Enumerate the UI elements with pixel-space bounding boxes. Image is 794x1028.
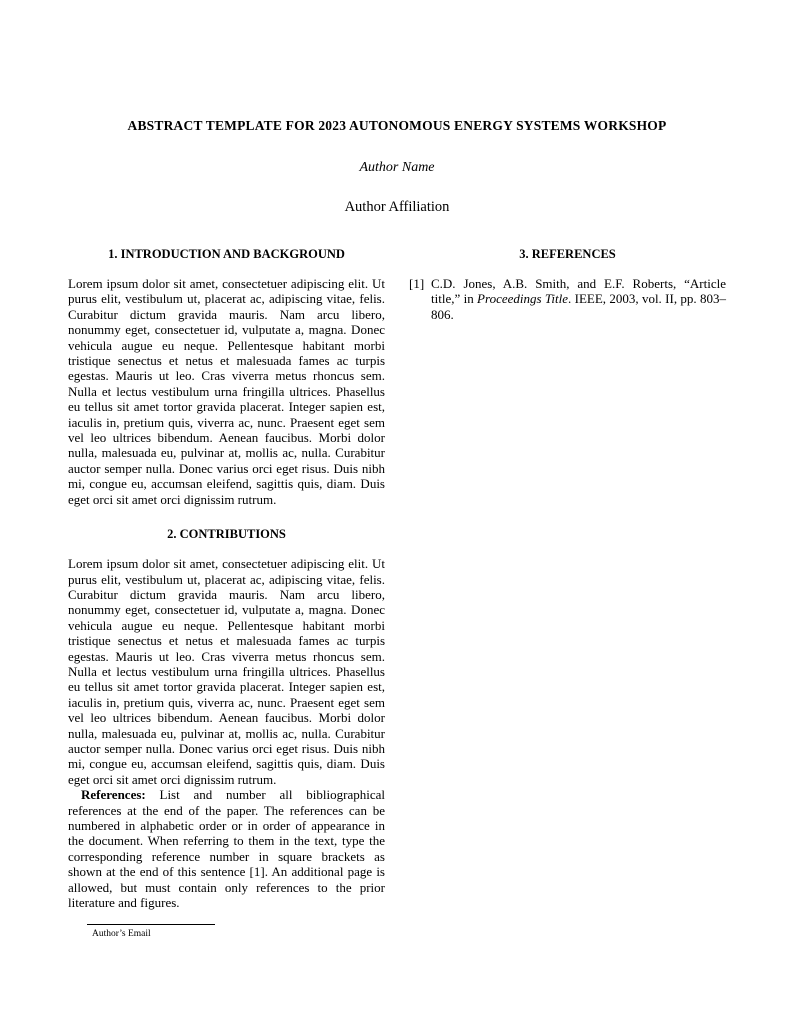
reference-text: C.D. Jones, A.B. Smith, and E.F. Roberts, “Article title,” in [431,276,726,307]
section-references [409,247,726,322]
reference-text-after: . IEEE, 2003, vol. II, pp. 803–806. [431,291,726,322]
section-2-heading: 2. CONTRIBUTIONS [167,527,286,542]
section-2-body: Lorem ipsum dolor sit amet, consectetuer adipiscing elit. Ut purus elit, vestibulum ut, placerat ac, adipiscing vitae, felis. Curabitur dictum gravida mauris. Nam arcu libero, nonummy eget, consectetuer id, vulputate a, magna. Donec vehicula augue eu neque. Pellentesque habitant morbi tristique senectus et netus et malesuada fames ac turpis egestas. Mauris ut leo. Cras viverra metus rhoncus sem. Nulla et lectus vestibulum urna fringilla ultrices. Phasellus eu tellus sit amet tortor gravida placerat. Integer sapien est, iaculis in, pretium quis, viverra ac, nunc. Praesent eget sem vel leo ultrices bibendum. Aenean faucibus. Morbi dolor nulla, malesuada eu, pulvinar at, mollis ac, nulla. Curabitur auctor semper nulla. Donec varius orci eget risus. Duis nibh mi, congue eu, accumsan eleifend, sagittis quis, diam. Duis eget orci sit amet orci dignissim rutrum. [68,556,385,787]
right-column [409,247,726,940]
section-1-body: Lorem ipsum dolor sit amet, consectetuer adipiscing elit. Ut purus elit, vestibulum ut, placerat ac, adipiscing vitae, felis. Curabitur dictum gravida mauris. Nam arcu libero, nonummy eget, consectetuer id, vulputate a, magna. Donec vehicula augue eu neque. Pellentesque habitant morbi tristique senectus et netus et malesuada fames ac turpis egestas. Mauris ut leo. Cras viverra metus rhoncus sem. Nulla et lectus vestibulum urna fringilla ultrices. Phasellus eu tellus sit amet tortor gravida placerat. Integer sapien est, iaculis in, pretium quis, viverra ac, nunc. Praesent eget sem vel leo ultrices bibendum. Aenean faucibus. Morbi dolor nulla, malesuada eu, pulvinar at, mollis ac, nulla. Curabitur auctor semper nulla. Donec varius orci eget risus. Duis nibh mi, congue eu, accumsan eleifend, sagittis quis, diam. Duis eget orci sit amet orci dignissim rutrum. [68,276,385,507]
references-note-label: References: [81,787,146,803]
section-1-heading: 1. INTRODUCTION AND BACKGROUND [108,247,345,261]
paper-columns [68,247,726,940]
section-contributions [68,527,385,910]
paper-title: ABSTRACT TEMPLATE FOR 2023 AUTONOMOUS ENERGY SYSTEMS WORKSHOP [127,118,667,133]
reference-venue-italic: Proceedings Title [477,291,569,307]
author-name: Author Name [359,160,435,175]
references-note [68,787,385,910]
footnote-rule [87,924,215,925]
references-note-text: List and number all bibliographical references at the end of the paper. The references can be numbered in alphabetic order or in order of appearance in the document. When referring to them in the text, type the corresponding reference number in square brackets as shown at the end of this sentence [1]. An additional page is allowed, but must contain only references to the prior literature and figures. [68,787,385,911]
author-footnote [87,910,385,940]
left-column [68,247,385,940]
footnote-email: Author’s Email [92,929,151,940]
section-3-heading: 3. REFERENCES [519,247,616,261]
section-introduction [68,247,385,507]
author-affiliation: Author Affiliation [344,199,450,215]
reference-item-1 [409,276,726,322]
reference-label: [1] [409,276,425,291]
